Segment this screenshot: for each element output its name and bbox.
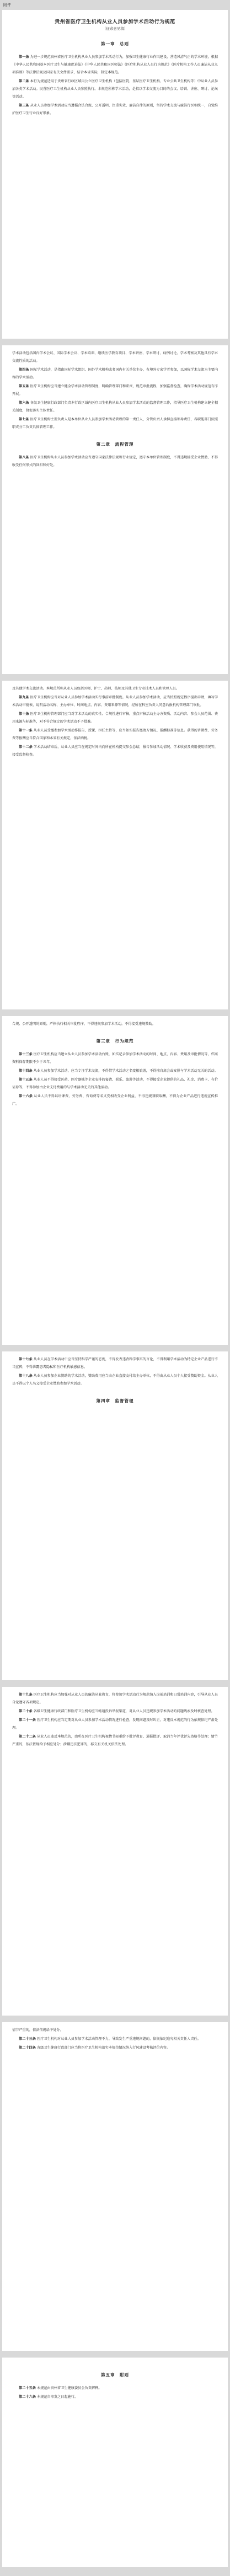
- article-text: 医疗卫生机构应当建立健全学术活动管理制度，明确管理部门和职责，规范审批流程，加强监督检查，确保学术活动规范有序开展。: [12, 384, 218, 396]
- document-title: 贵州省医疗卫生机构从业人员参加学术活动行为规范: [55, 19, 175, 25]
- article-paragraph: [12, 1708, 218, 1715]
- article-paragraph: [12, 694, 218, 709]
- article-paragraph: [12, 1691, 218, 1707]
- article-paragraph: [12, 366, 218, 382]
- paragraph-continuation: 情节严重的，依法依规给予处分。: [12, 2028, 63, 2032]
- article-paragraph: [12, 1717, 218, 1732]
- article-text: 为进一步规范贵州省医疗卫生机构从业人员参加学术活动行为，加强卫生健康行业作风建设，营造风清气正的学术环境，根据《中华人民共和国基本医疗卫生与健康促进法》《中华人民共和国医师法》《医疗机构从业人员行为规范》《医疗机构工作人员廉洁从业九项准则》等法律法规及国家有关文件要求，结合本省实际，制定本规范。: [12, 55, 218, 74]
- article-text: 医疗卫生机构管理部门应当对学术活动的真实性、合规性进行审核，重点审核活动主办方资质、活动内容、参会人员范围、费用来源与标准等，对不符合规定的学术活动不予批准。: [12, 712, 218, 724]
- document-page-3: [2, 681, 228, 1009]
- article-paragraph: [12, 2385, 218, 2392]
- article-text: 医疗卫生机构对从业人员参加学术活动管理不力，导致发生严重违规问题的，依规依纪追究相关责任人责任。: [36, 2037, 201, 2041]
- article-number: 第十八条: [19, 1374, 33, 1378]
- article-paragraph: [12, 454, 218, 469]
- article-text: 从业人员违反本规范的，由所在医疗卫生机构视情节轻重给予批评教育、通报批评、取消当年评优评先资格等处理；情节严重的，依法依规给予相应处分；涉嫌违法犯罪的，移交有关机关依法处理。: [12, 1735, 218, 1746]
- document-page-4: [2, 1016, 228, 1345]
- article-number: 第十七条: [19, 1358, 33, 1361]
- article-paragraph: [12, 1051, 218, 1066]
- article-paragraph: [12, 383, 218, 398]
- article-number: 第二十三条: [19, 2037, 36, 2041]
- article-text: 从业人员参加学术活动，应当专注学术交流，不得借学术活动之名变相旅游，不得擅自离会或安排与学术活动无关的活动。: [33, 1069, 218, 1073]
- article-number: 第二十六条: [19, 2395, 36, 2399]
- document-page-8: [2, 2358, 228, 2567]
- article-text: 本规范由贵州省卫生健康委员会负责解释。: [36, 2386, 102, 2390]
- article-paragraph: [12, 54, 218, 77]
- article-text: 本规范自印发之日起施行。: [36, 2395, 78, 2399]
- article-text: 学术活动结束后，从业人员应当在规定时间内向所在机构提交参会总结，报告参加活动情况、学术收获及费用使用情况等，接受监督检查。: [12, 745, 218, 757]
- article-number: 第二十二条: [19, 1735, 36, 1739]
- chapter-heading: 第五章 附则: [101, 2372, 129, 2377]
- article-number: 第十一条: [19, 729, 33, 733]
- article-text: 从业人员参加企业赞助的学术活动，赞助费用应当由企业直接支付给主办单位，不得由从业人员个人接受赞助资金。从业人员不得以个人名义接受企业赞助参加学术活动。: [12, 1374, 218, 1386]
- article-number: 第十九条: [19, 1693, 33, 1697]
- article-paragraph: [12, 744, 218, 759]
- document-page-7: [2, 2022, 228, 2351]
- document-page-2: [2, 345, 228, 674]
- article-number: 第八条: [19, 456, 29, 459]
- chapter-heading: 第二章 流程管理: [96, 442, 134, 447]
- article-text: 医疗卫生机构主要负责人是本单位从业人员参加学术活动管理的第一责任人，分管负责人承担直接领导责任，各职能部门按照职责分工负责具体管理工作。: [12, 418, 218, 429]
- article-text: 医疗卫生机构应当定期对从业人员参加学术活动情况进行检查，发现问题及时纠正，对违反本规范的行为依规依纪严肃处理。: [12, 1718, 218, 1730]
- article-number: 第二十一条: [19, 1718, 36, 1722]
- article-number: 第四条: [19, 368, 29, 372]
- article-text: 医疗卫生机构应当加强对从业人员的廉洁从业教育，将参加学术活动行为规范纳入岗前培训和日常培训内容，引导从业人员自觉遵守各项规定。: [12, 1693, 218, 1704]
- chapter-heading: 第一章 总则: [101, 41, 129, 46]
- article-number: 第二条: [19, 79, 29, 83]
- article-number: 第九条: [19, 696, 29, 699]
- article-text: 医疗卫生机构从业人员参加学术活动应当遵守国家法律法规和行业规定，遵守本单位管理制度，不得违规接受企业赞助、不得收受任何形式的回扣和好处。: [12, 456, 218, 467]
- article-number: 第二十四条: [19, 2046, 36, 2050]
- article-number: 第十二条: [19, 745, 33, 749]
- article-number: 第十四条: [19, 1069, 33, 1073]
- attachment-label: 附件: [3, 3, 11, 7]
- article-number: 第十三条: [19, 1052, 33, 1056]
- article-number: 第一条: [19, 55, 29, 59]
- article-text: 从业人员受邀参加学术活动作报告、授课、担任主持等，应当如实报告邀请方情况、报酬标准等信息。获得的讲课费、劳务费等报酬应当符合国家和本省有关规定，依法纳税。: [12, 729, 218, 740]
- article-text: 从业人员参加学术活动应当遵循合法合规、公开透明、注重实效、廉洁自律的原则，坚持学术交流与廉洁行医相统一，自觉维护医疗卫生行业良好形象。: [12, 104, 218, 115]
- article-number: 第二十条: [19, 1709, 33, 1713]
- article-number: 第五条: [19, 384, 29, 388]
- article-paragraph: [12, 1733, 218, 1749]
- article-number: 第十五条: [19, 1078, 33, 1082]
- article-text: 从业人员不得接受医药、医疗器械等企业安排的宴请、娱乐、旅游等活动，不得接受企业提供的礼品、礼金、消费卡、有价证券等，不得参加由企业支付费用的与学术活动无关的其他活动。: [12, 1078, 218, 1089]
- article-number: 第二十五条: [19, 2386, 36, 2390]
- article-paragraph: [12, 102, 218, 117]
- article-paragraph: [12, 2044, 218, 2052]
- paragraph-continuation: 学术活动包括国内学术会议、国际学术会议、学术培训、继续医学教育项目、学术讲座、学术研讨、病例讨论、学术考察及其他具有学术交流性质的活动。: [12, 351, 218, 363]
- paragraph-continuation: 合规、公开透明的原则，严格执行相关审批程序，不得违规参加学术活动，不得接受违规赞助。: [12, 1022, 156, 1026]
- article-number: 第三条: [19, 104, 29, 108]
- article-text: 国际学术活动，是指由国际学术组织、国外学术机构或者国内有关单位主办，有境外专家学者参加，以国际学术交流为主要内容的学术活动。: [12, 368, 218, 380]
- article-text: 医疗卫生机构应当对从业人员参加学术活动实行事前审批制度。从业人员参加学术活动，应当按照规定程序提出申请，填写学术活动审批表，说明活动名称、主办单位、时间地点、内容、费用来源等情况，经所在科室负责人同意后报机构管理部门审批。: [12, 696, 218, 707]
- article-paragraph: [12, 1372, 218, 1388]
- article-text: 各级卫生健康行政部门和医疗卫生机构应当畅通投诉举报渠道，对从业人员违规参加学术活动的问题线索及时核查处理。: [33, 1709, 215, 1713]
- chapter-heading: 第三章 行为规范: [96, 1039, 134, 1044]
- article-text: 各级卫生健康行政部门负责本行政区域内医疗卫生机构从业人员参加学术活动的监督管理工作，指导医疗卫生机构建立健全相关制度，督促落实主体责任。: [12, 401, 218, 413]
- article-paragraph: [12, 2393, 218, 2401]
- document-page-6: [2, 1687, 228, 2016]
- article-paragraph: [12, 1067, 218, 1075]
- article-paragraph: [12, 78, 218, 101]
- article-paragraph: [12, 710, 218, 726]
- paragraph-continuation: 及其他学术交流活动。本规范所称从业人员包括医师、护士、药师、技师及其他卫生专业技术人员和管理人员。: [12, 687, 180, 691]
- article-text: 从业人员在学术活动中应当坚持科学严谨的态度，不得发表违背科学事实的言论，不得利用学术活动为特定企业产品进行不当宣传，不得泄露患者隐私和医疗机构敏感信息。: [12, 1358, 218, 1369]
- article-paragraph: [12, 2035, 218, 2043]
- article-text: 本行为规范适用于贵州省行政区域内公立医疗卫生机构（包括医院、基层医疗卫生机构、专业公共卫生机构等）中从业人员参加各类学术活动。民营医疗卫生机构从业人员参照执行。本规范所称学术活动，是指以学术交流为目的的会议、培训、讲座、研讨、论坛等活动。: [12, 79, 218, 99]
- article-paragraph: [12, 399, 218, 415]
- article-paragraph: [12, 416, 218, 431]
- chapter-heading: 第四章 监督管理: [96, 1398, 134, 1403]
- article-text: 各级卫生健康行政部门应当将医疗卫生机构落实本规范情况纳入行风建设考核评价内容。: [36, 2046, 170, 2050]
- article-number: 第十条: [19, 712, 29, 716]
- article-number: 第十六条: [19, 1094, 33, 1098]
- article-text: 医疗卫生机构应当建立从业人员参加学术活动台账，如实记录参加学术活动的时间、地点、内容、费用及审批情况等，档案资料保存期限不少于五年。: [12, 1052, 218, 1064]
- document-page-1: [2, 10, 228, 339]
- article-number: 第七条: [19, 418, 29, 421]
- article-text: 从业人员不得以讲课费、劳务费、咨询费等名义变相收受企业利益，不得违规兼职取酬，不得为企业产品进行违规宣传推广。: [12, 1094, 218, 1106]
- article-paragraph: [12, 1093, 218, 1108]
- article-paragraph: [12, 1356, 218, 1371]
- article-number: 第六条: [19, 401, 29, 405]
- document-subtitle: （征求意见稿）: [102, 26, 128, 31]
- article-paragraph: [12, 727, 218, 742]
- document-page-5: [2, 1351, 228, 1680]
- article-paragraph: [12, 1076, 218, 1092]
